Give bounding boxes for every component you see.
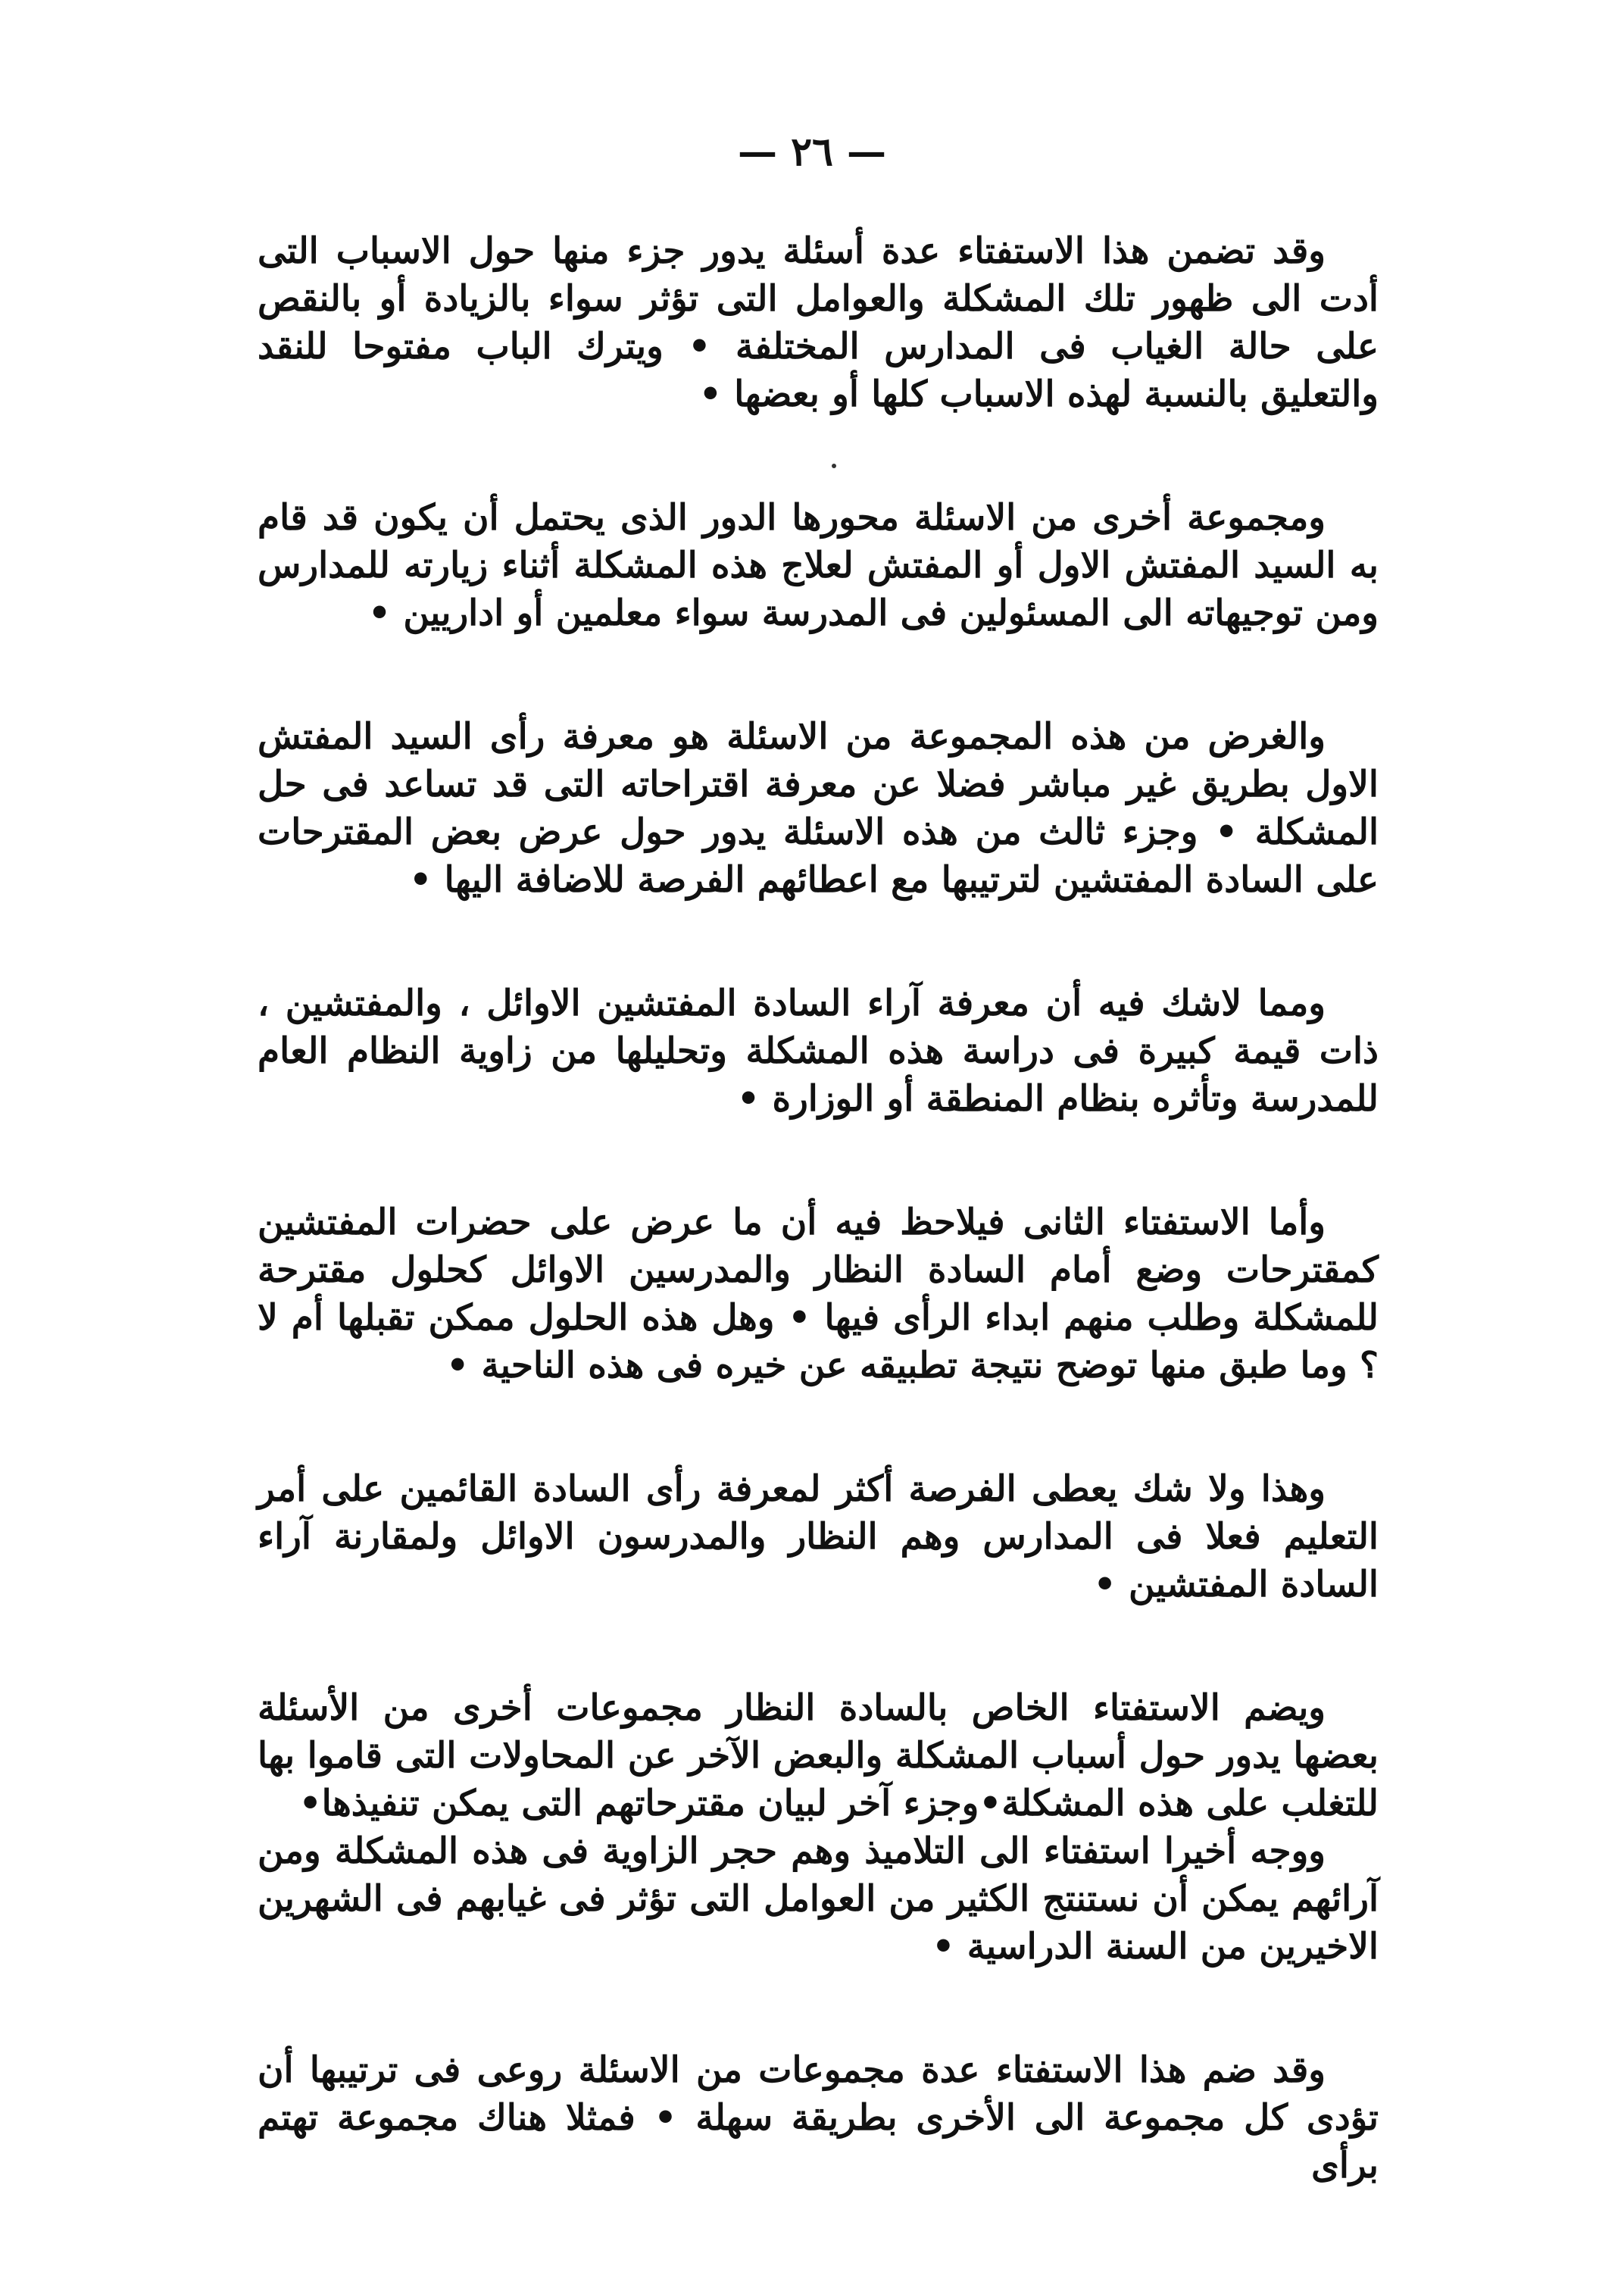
paragraph-6: وهذا ولا شك يعطى الفرصة أكثر لمعرفة رأى السادة القائمين على أمر التعليم فعلا فى المدارس وهم النظار والمدرسون الاوائل ولمقارنة آراء السادة المفتشين • <box>258 1468 1379 1605</box>
paragraph-2: ومجموعة أخرى من الاسئلة محورها الدور الذى يحتمل أن يكون قد قام به السيد المفتش الاول أو المفتش لعلاج هذه المشكلة أثناء زيارته للمدارس ومن توجيهاته الى المسئولين فى المدرسة سواء معلمين أو اداريين • <box>258 497 1379 634</box>
paragraph-5: وأما الاستفتاء الثانى فيلاحظ فيه أن ما عرض على حضرات المفتشين كمقترحات وضع أمام السادة النظار والمدرسين الاوائل كحلول مقترحة للمشكلة وطلب منهم ابداء الرأى فيها • وهل هذه الحلول ممكن تقبلها أم لا ؟ وما طبق منها توضح نتيجة تطبيقه عن خيره فى هذه الناحية • <box>258 1202 1379 1386</box>
paragraph-4: ومما لاشك فيه أن معرفة آراء السادة المفتشين الاوائل ، والمفتشين ، ذات قيمة كبيرة فى دراسة هذه المشكلة وتحليلها من زاوية النظام العام للمدرسة وتأثره بنظام المنطقة أو الوزارة • <box>258 983 1379 1120</box>
paragraph-1: وقد تضمن هذا الاستفتاء عدة أسئلة يدور جزء منها حول الاسباب التى أدت الى ظهور تلك المشكلة والعوامل التى تؤثر سواء بالزيادة أو بالنقص على حالة الغياب فى المدارس المختلفة • ويترك الباب مفتوحا للنقد والتعليق بالنسبة لهذه الاسباب كلها أو بعضها • <box>258 230 1379 415</box>
paragraph-7: ويضم الاستفتاء الخاص بالسادة النظار مجموعات أخرى من الأسئلة بعضها يدور حول أسباب المشكلة والبعض الآخر عن المحاولات التى قاموا بها للتغلب على هذه المشكلة•وجزء آخر لبيان مقترحاتهم التى يمكن تنفيذها• <box>258 1687 1379 1824</box>
page-number: — ٢٦ — <box>737 129 887 175</box>
paragraph-9: وقد ضم هذا الاستفتاء عدة مجموعات من الاسئلة روعى فى ترتيبها أن تؤدى كل مجموعة الى الأخرى بطريقة سهلة • فمثلا هناك مجموعة تهتم برأى <box>258 2049 1379 2186</box>
paragraph-8: ووجه أخيرا استفتاء الى التلاميذ وهم حجر الزاوية فى هذه المشكلة ومن آرائهم يمكن أن نستنتج الكثير من العوامل التى تؤثر فى غيابهم فى الشهرين الاخيرين من السنة الدراسية • <box>258 1830 1379 1968</box>
paragraph-3: والغرض من هذه المجموعة من الاسئلة هو معرفة رأى السيد المفتش الاول بطريق غير مباشر فضلا عن معرفة اقتراحاته التى قد تساعد فى حل المشكلة • وجزء ثالث من هذه الاسئلة يدور حول عرض بعض المقترحات على السادة المفتشين لترتيبها مع اعطائهم الفرصة للاضافة اليها • <box>258 716 1379 901</box>
body-text <box>258 227 1379 2265</box>
